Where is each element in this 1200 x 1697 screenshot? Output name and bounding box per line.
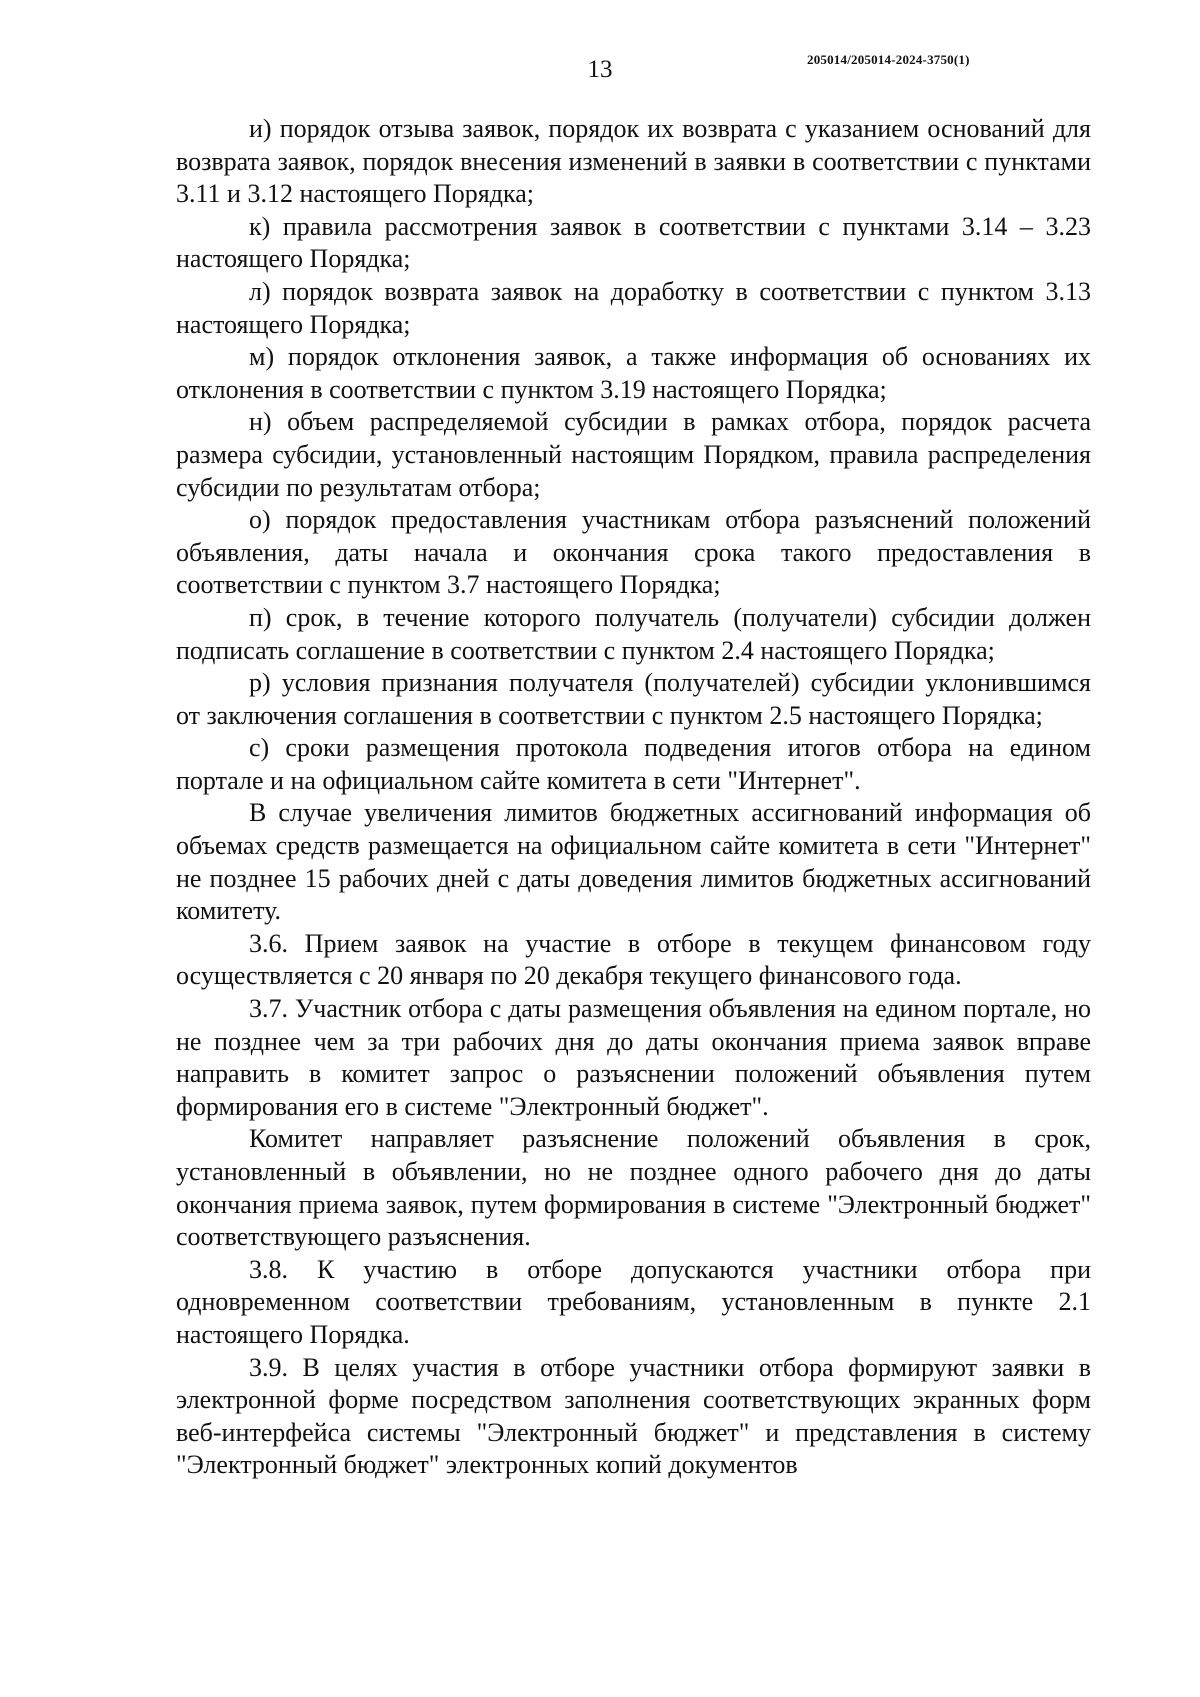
paragraph-3-6: 3.6. Прием заявок на участие в отборе в текущем финансовом году осуществляется с 20 января по 20 декабря текущего финансового года.: [176, 928, 1091, 991]
paragraph-3-7: 3.7. Участник отбора с даты размещения объявления на едином портале, но не позднее чем за три рабочих дня до даты окончания приема заявок вправе направить в комитет запрос о разъяснении положений объявления путем формирования его в системе "Электронный бюджет".: [176, 994, 1091, 1121]
paragraph-l: л) порядок возврата заявок на доработку в соответствии с пунктом 3.13 настоящего Порядка;: [176, 276, 1091, 339]
paragraph-m: м) порядок отклонения заявок, а также информация об основаниях их отклонения в соответствии с пунктом 3.19 настоящего Порядка;: [176, 342, 1091, 404]
paragraph-k: к) правила рассмотрения заявок в соответствии с пунктами 3.14 – 3.23 настоящего Порядка;: [176, 211, 1091, 274]
paragraph-budget-limits: В случае увеличения лимитов бюджетных ассигнований информация об объемах средств размещается на официальном сайте комитета в сети "Интернет" не позднее 15 рабочих дней с даты доведения лимитов бюджетных ассигнований комитету.: [176, 798, 1091, 926]
paragraph-3-8: 3.8. К участию в отборе допускаются участники отбора при одновременном соответствии требованиям, установленным в пункте 2.1 настоящего Порядка.: [176, 1254, 1091, 1349]
paragraph-o: о) порядок предоставления участникам отбора разъяснений положений объявления, даты начала и окончания срока такого предоставления в соответствии с пунктом 3.7 настоящего Порядка;: [176, 505, 1091, 600]
page-number: 13: [587, 56, 613, 83]
paragraph-s: с) сроки размещения протокола подведения итогов отбора на едином портале и на официальном сайте комитета в сети "Интернет".: [176, 733, 1091, 795]
document-code: 205014/205014-2024-3750(1): [807, 52, 970, 67]
paragraph-p: п) срок, в течение которого получатель (получатели) субсидии должен подписать соглашение в соответствии с пунктом 2.4 настоящего Порядка;: [176, 602, 1091, 665]
document-body: [176, 113, 1091, 1482]
paragraph-i: и) порядок отзыва заявок, порядок их возврата с указанием оснований для возврата заявок, порядок внесения изменений в заявки в соответствии с пунктами 3.11 и 3.12 настоящего Порядка;: [176, 114, 1091, 209]
paragraph-committee-clarification: Комитет направляет разъяснение положений объявления в срок, установленный в объявлении, но не позднее одного рабочего дня до даты окончания приема заявок, путем формирования в системе "Электронный бюджет" соответствующего разъяснения.: [176, 1124, 1091, 1252]
paragraph-r: р) условия признания получателя (получателей) субсидии уклонившимся от заключения соглашения в соответствии с пунктом 2.5 настоящего Порядка;: [176, 668, 1091, 730]
paragraph-3-9: 3.9. В целях участия в отборе участники отбора формируют заявки в электронной форме посредством заполнения соответствующих экранных форм веб-интерфейса системы "Электронный бюджет" и представления в систему "Электронный бюджет" электронных копий документов: [176, 1352, 1091, 1480]
paragraph-n: н) объем распределяемой субсидии в рамках отбора, порядок расчета размера субсидии, установленный настоящим Порядком, правила распределения субсидии по результатам отбора;: [176, 407, 1091, 502]
